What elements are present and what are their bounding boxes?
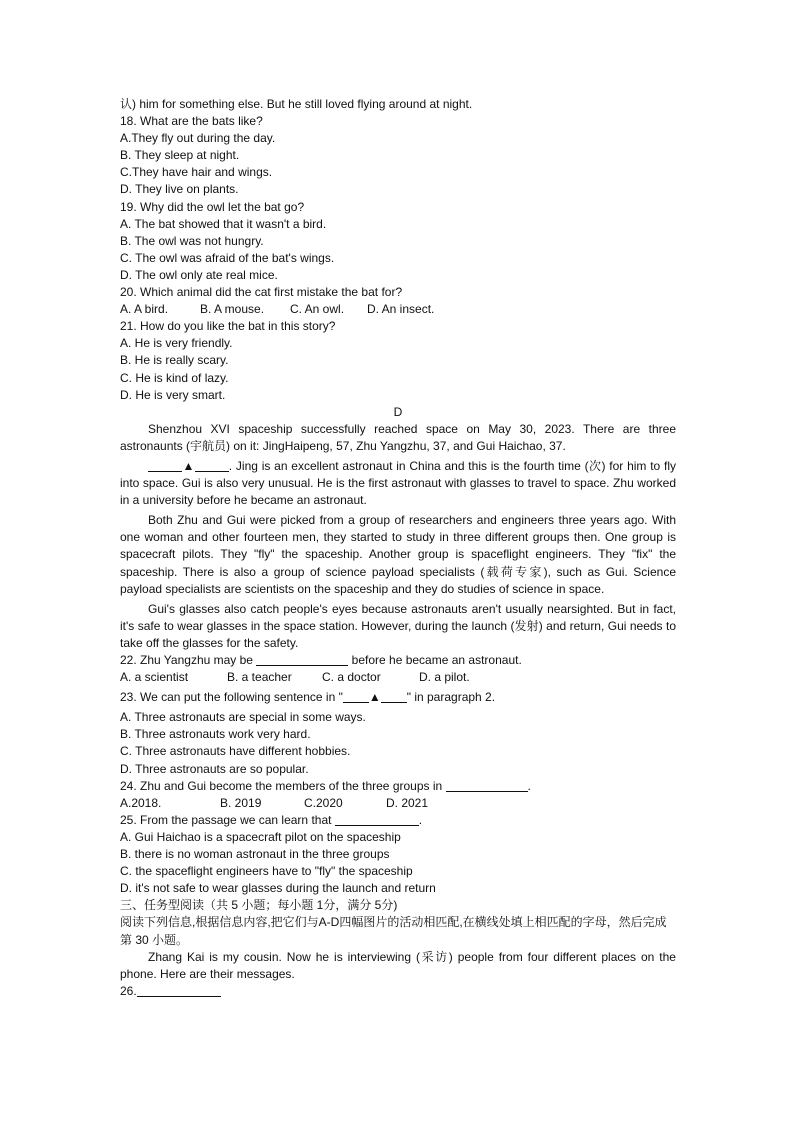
text-line: 认) him for something else. But he still loved flying around at night. — [120, 97, 473, 111]
option-line: D. The owl only ate real mice. — [120, 267, 278, 282]
option-line: B. there is no woman astronaut in the three groups — [120, 847, 390, 862]
answer-blank[interactable] — [381, 691, 407, 703]
section-3-instructions: 阅读下列信息,根据信息内容,把它们与A-D四幅图片的活动相匹配,在横线处填上相匹配的字母，然后完成第 30 小题。 — [120, 915, 667, 947]
option-line: A.They fly out during the day. — [120, 131, 276, 146]
option-line: A. Three astronauts are special in some ways. — [120, 710, 366, 725]
passage-paragraph-3: Both Zhu and Gui were picked from a group of researchers and engineers three years ago. With one woman and other fourteen men, they started to study in three different groups then. One group is spacecraft pilots. They "fly" the spaceship. Another group is spaceflight engineers. They "fix" the spaceship. There is also a group of science payload specialists (载荷专家), such as Gui. Science payload specialists are scientists on the spaceship and they do studies of science in space. — [120, 513, 676, 596]
answer-blank[interactable] — [256, 654, 348, 666]
option-line: C. He is kind of lazy. — [120, 370, 229, 385]
blank-marker: ▲ — [182, 458, 195, 473]
q22-options — [120, 669, 676, 686]
option-a: A. A bird. — [120, 302, 169, 317]
option-line: D. Three astronauts are so popular. — [120, 761, 309, 776]
section-d-heading: D — [393, 404, 403, 419]
option-line: B. The owl was not hungry. — [120, 233, 264, 248]
q20-options — [120, 301, 676, 318]
question-20: 20. Which animal did the cat first mistake the bat for? — [120, 285, 403, 300]
option-line: A. Gui Haichao is a spacecraft pilot on the spaceship — [120, 829, 401, 844]
option-line: C.They have hair and wings. — [120, 165, 273, 180]
question-21: 21. How do you like the bat in this story? — [120, 319, 336, 334]
question-18: 18. What are the bats like? — [120, 114, 263, 129]
option-line: C. Three astronauts have different hobbies. — [120, 744, 351, 759]
option-c: C. An owl. — [290, 302, 345, 317]
question-23: 23. We can put the following sentence in " ▲ " in paragraph 2. — [120, 690, 496, 705]
option-a: A.2018. — [120, 795, 162, 810]
question-25: 25. From the passage we can learn that . — [120, 812, 423, 827]
option-d: D. 2021 — [386, 795, 429, 810]
answer-blank[interactable] — [137, 985, 221, 997]
question-19: 19. Why did the owl let the bat go? — [120, 199, 305, 214]
answer-blank[interactable] — [446, 780, 528, 792]
option-line: C. the spaceflight engineers have to "fly" the spaceship — [120, 864, 413, 879]
option-a: A. a scientist — [120, 670, 189, 685]
option-line: C. The owl was afraid of the bat's wings. — [120, 250, 335, 265]
answer-blank[interactable] — [148, 460, 182, 472]
option-d: D. An insect. — [367, 302, 435, 317]
exam-page — [120, 96, 676, 1000]
passage-paragraph-4: Gui's glasses also catch people's eyes because astronauts aren't usually nearsighted. But in fact, it's safe to wear glasses in the space station. However, during the launch (发射) and return, Gui needs to take off the glasses for the safety. — [120, 601, 676, 650]
answer-blank[interactable] — [195, 460, 229, 472]
option-b: B. a teacher — [227, 670, 292, 685]
answer-blank[interactable] — [335, 814, 419, 826]
option-c: C.2020 — [304, 795, 343, 810]
lines-top — [120, 96, 676, 301]
option-line: D. He is very smart. — [120, 387, 226, 402]
option-b: B. 2019 — [220, 795, 262, 810]
question-22: 22. Zhu Yangzhu may be before he became an astronaut. — [120, 653, 522, 667]
option-d: D. a pilot. — [419, 670, 470, 685]
lines-q21 — [120, 318, 676, 403]
section-3-title: 三、任务型阅读（共 5 小题；每小题 1分，满分 5分) — [120, 898, 398, 913]
option-line: D. They live on plants. — [120, 182, 239, 197]
option-line: A. The bat showed that it wasn't a bird. — [120, 216, 327, 231]
q24-options — [120, 795, 676, 812]
passage-paragraph-1: Shenzhou XVI spaceship successfully reached space on May 30, 2023. There are three astronaunts (宇航员) on it: JingHaipeng, 57, Zhu Yangzhu, 37, and Gui Haichao, 37. — [120, 421, 676, 453]
option-line: B. He is really scary. — [120, 353, 229, 368]
option-line: D. it's not safe to wear glasses during the launch and return — [120, 881, 436, 896]
option-line: B. They sleep at night. — [120, 148, 240, 163]
paragraph-text: . Jing is an excellent astronaut in China and this is the fourth time (次) for him to fly into space. Gui is also very unusual. He is the first astronaut with glasses to travel to space. Zhu worked in a university before he became an astronaut. — [120, 458, 676, 508]
option-b: B. A mouse. — [200, 302, 265, 317]
question-26: 26. — [120, 983, 676, 1000]
section-3-paragraph: Zhang Kai is my cousin. Now he is interviewing (采访) people from four different places on the phone. Here are their messages. — [120, 949, 676, 981]
option-c: C. a doctor — [322, 670, 381, 685]
answer-blank[interactable] — [343, 691, 369, 703]
option-line: B. Three astronauts work very hard. — [120, 727, 311, 742]
option-line: A. He is very friendly. — [120, 336, 233, 351]
question-24: 24. Zhu and Gui become the members of the three groups in . — [120, 778, 531, 793]
passage-paragraph-2 — [120, 458, 676, 509]
